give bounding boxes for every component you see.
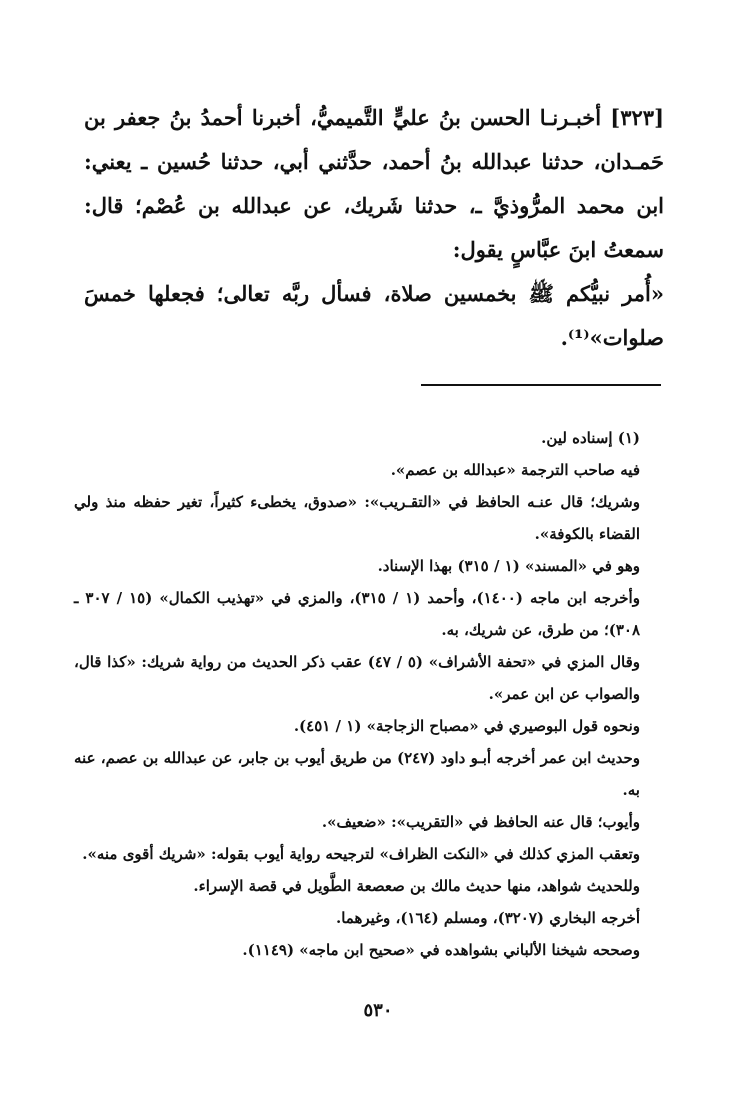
footnote-line: فيه صاحب الترجمة «عبدالله بن عصم».: [390, 461, 640, 479]
hadith-matn-paragraph: «أُمر نبيُّكم ﷺ بخمسين صلاة، فسأل ربَّه تعالى؛ فجعلها خمسَ صلوات»⁽¹⁾.: [84, 281, 664, 350]
footnote-line: وشريك؛ قال عنـه الحافظ في «التقـريب»: «صدوق، يخطىء كثيراً، تغير حفظه منذ ولي القضاء بالكوفة».: [74, 493, 640, 543]
footnote-line: وأيوب؛ قال عنه الحافظ في «التقريب»: «ضعيف».: [321, 813, 640, 831]
hadith-text: [84, 96, 664, 360]
page-number: ٥٣٠: [363, 1000, 393, 1021]
isnad-text: أخبـرنـا الحسن بنُ عليٍّ التَّميميُّ، أخبرنا أحمدُ بنُ جعفر بن حَمـدان، حدثنا عبدالله بنُ أحمد، حدَّثني أبي، حدثنا حُسين ـ يعني: ابن محمد المرُّوذيَّ ـ، حدثنا شَريك، عن عبدالله بن عُصْم؛ قال: سمعتُ ابنَ عبَّاسٍ يقول:: [84, 105, 664, 262]
footnote-line: وصححه شيخنا الألباني بشواهده في «صحيح ابن ماجه» (١١٤٩).: [242, 941, 640, 959]
footnote-line: وقال المزي في «تحفة الأشراف» (٥ / ٤٧) عقب ذكر الحديث من رواية شريك: «كذا قال، والصواب عن ابن عمر».: [74, 653, 641, 703]
footnote-line: أخرجه البخاري (٣٢٠٧)، ومسلم (١٦٤)، وغيرهما.: [335, 909, 640, 927]
footnote-line: (١) إسناده لين.: [541, 429, 640, 447]
hadith-number: [٣٢٣]: [610, 105, 665, 130]
footnotes: [74, 422, 664, 966]
footnote-line: وحديث ابن عمر أخرجه أبـو داود (٢٤٧) من طريق أيوب بن جابر، عن عبدالله بن عصم، عنه به.: [74, 749, 640, 799]
footnote-line: وللحديث شواهد، منها حديث مالك بن صعصعة الطَّويل في قصة الإسراء.: [193, 877, 640, 895]
footnote-line: ونحوه قول البوصيري في «مصباح الزجاجة» (١ / ٤٥١).: [293, 717, 640, 735]
footnote-line: وأخرجه ابن ماجه (١٤٠٠)، وأحمد (١ / ٣١٥)، والمزي في «تهذيب الكمال» (١٥ / ٣٠٧ ـ ٣٠٨)؛ من طرق، عن شريك، به.: [74, 589, 640, 639]
footnote-separator: [421, 384, 661, 386]
footnote-line: وتعقب المزي كذلك في «النكت الظراف» لترجيحه رواية أيوب بقوله: «شريك أقوى منه».: [82, 845, 640, 863]
footnote-line: وهو في «المسند» (١ / ٣١٥) بهذا الإسناد.: [377, 557, 640, 575]
hadith-isnad-paragraph: [84, 96, 664, 272]
